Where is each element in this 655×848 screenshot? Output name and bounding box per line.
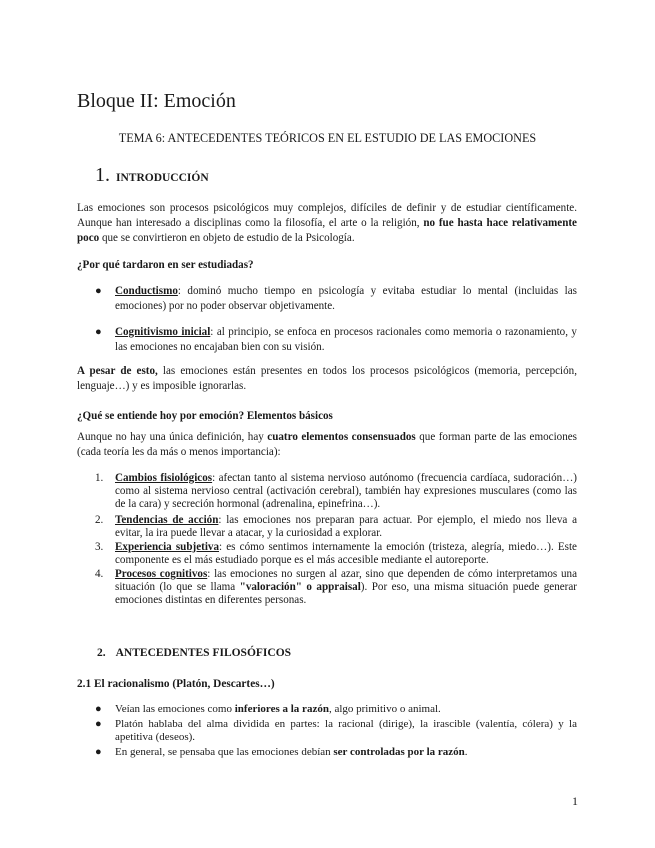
section-1-heading (95, 164, 209, 187)
block-title: Bloque II: Emoción (77, 90, 236, 112)
section-2-title: ANTECEDENTES FILOSÓFICOS (115, 647, 292, 659)
section-2-number: 2. (97, 647, 106, 659)
bullet-icon: ● (95, 718, 102, 730)
section-1-number: 1. (95, 164, 110, 186)
pesar-paragraph: A pesar de esto, las emociones están presentes en todos los procesos psicológicos (memoria, percepción, lenguaje…) y es imposible ignorarlas. (77, 365, 577, 392)
bullet-conductismo: ● Conductismo: dominó mucho tiempo en psicología y evitaba estudiar lo mental (incluidas las emociones) por no poder observar objetivamente. (95, 285, 577, 312)
bullet-icon: ● (95, 746, 102, 758)
question-2: ¿Qué se entiende hoy por emoción? Elementos básicos (77, 410, 333, 422)
intro-bold: no fue hasta hace relativamente poco (77, 217, 577, 244)
bullet-cognitivismo: ● Cognitivismo inicial: al principio, se enfoca en procesos racionales como memoria o razonamiento, y las emociones no encajaban bien con su visión. (95, 326, 577, 353)
bullet-icon: ● (95, 326, 102, 338)
intro-paragraph: Las emociones son procesos psicológicos muy complejos, difíciles de definir y de estudiar científicamente. Aunque han interesado a disciplinas como la filosofía, el arte o la religión, no fue hasta hace relativamente poco que se convirtieron en objeto de estudio de la Psicología. (77, 202, 577, 244)
question-1: ¿Por qué tardaron en ser estudiadas? (77, 259, 254, 271)
bullet-racionalismo-3: ● En general, se pensaba que las emociones debían ser controladas por la razón. (95, 746, 468, 758)
bullet-icon: ● (95, 285, 102, 297)
page-number: 1 (572, 794, 578, 808)
aunque-paragraph: Aunque no hay una única definición, hay cuatro elementos consensuados que forman parte de las emociones (cada teoría les da más o menos importancia): (77, 431, 577, 458)
bullet-racionalismo-1: ● Veían las emociones como inferiores a la razón, algo primitivo o animal. (95, 703, 441, 715)
bullet-icon: ● (95, 703, 102, 715)
numbered-item-1: 1. Cambios fisiológicos: afectan tanto al sistema nervioso autónomo (frecuencia cardíaca, sudoración…) como al sistema nervioso central (activación cerebral), también hay expresiones musculares (como las de la cara) y secreción hormonal (adrenalina, epinefrina…). (95, 472, 577, 510)
numbered-item-3: 3. Experiencia subjetiva: es cómo sentimos internamente la emoción (tristeza, alegría, miedo…). Este componente es el más estudiado porque es el más accesible mediante el autoreporte. (95, 541, 577, 566)
section-1-title: INTRODUCCIÓN (116, 172, 209, 184)
numbered-item-4: 4. Procesos cognitivos: las emociones no surgen al azar, sino que dependen de cómo interpretamos una situación (lo que se llama "valoración" o appraisal). Por eso, una misma situación puede generar emociones distintas en diferentes personas. (95, 568, 577, 606)
numbered-item-2: 2. Tendencias de acción: las emociones nos preparan para actuar. Por ejemplo, el miedo nos lleva a evitar, la ira puede llevar a atacar, y la curiosidad a explorar. (95, 514, 577, 539)
bullet-racionalismo-2: ● Platón hablaba del alma dividida en partes: la racional (dirige), la irascible (valentía, cólera) y la apetitiva (deseos). (95, 718, 577, 743)
subsection-2-1-heading: 2.1 El racionalismo (Platón, Descartes…) (77, 678, 275, 690)
tema-title: TEMA 6: ANTECEDENTES TEÓRICOS EN EL ESTUDIO DE LAS EMOCIONES (118, 131, 537, 145)
section-2-heading (97, 647, 291, 659)
